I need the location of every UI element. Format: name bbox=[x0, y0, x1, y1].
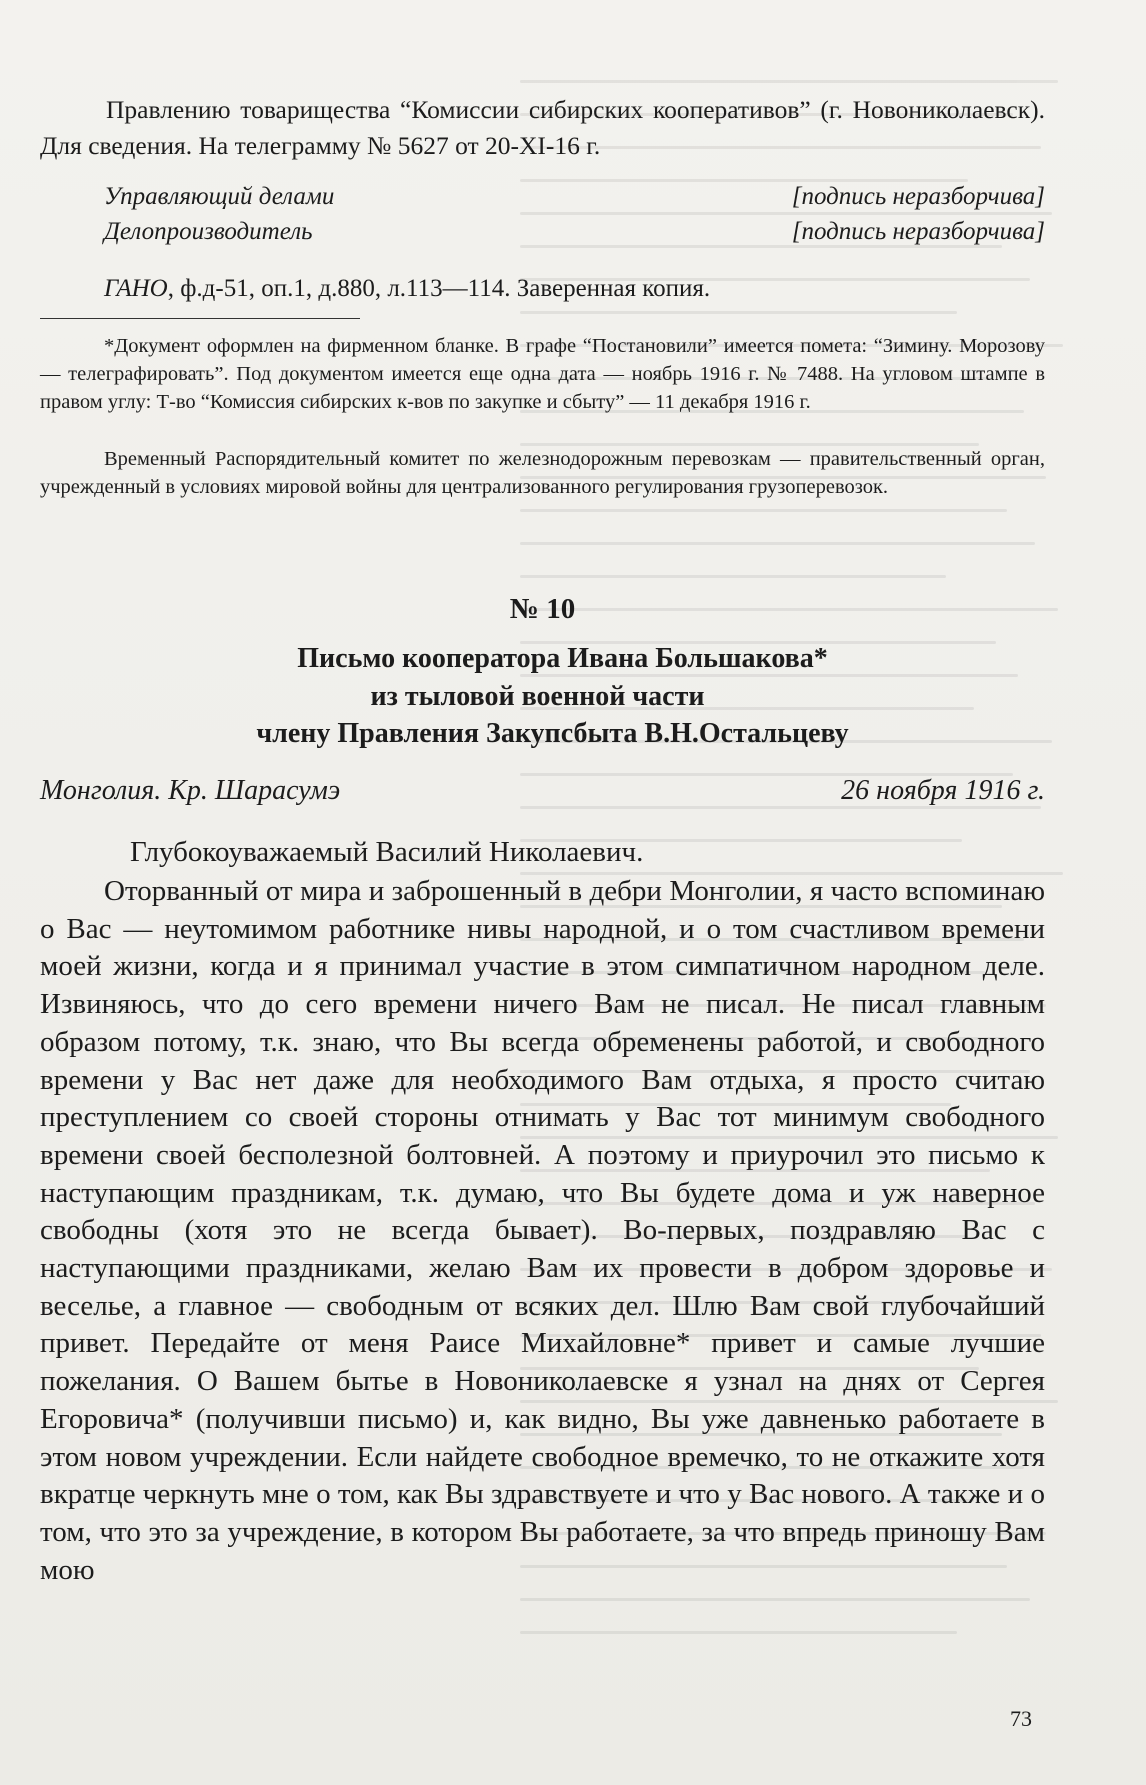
signature-value: [подпись неразборчива] bbox=[791, 218, 1045, 245]
signature-value: [подпись неразборчива] bbox=[791, 183, 1045, 210]
signature-role: Управляющий делами bbox=[104, 183, 335, 210]
signature-role: Делопроизводитель bbox=[104, 218, 313, 245]
place-date-line bbox=[40, 775, 1045, 807]
signature-line-manager bbox=[104, 183, 1045, 211]
letter-place: Монголия. Кр. Шарасумэ bbox=[40, 775, 341, 806]
header-note: Правлению товарищества “Комиссии сибирских кооперативов” (г. Новониколаевск). Для сведения. На телеграмму № 5627 от 20-XI-16 г. bbox=[40, 95, 1045, 160]
page-number: 73 bbox=[1010, 1706, 1032, 1731]
signature-line-clerk bbox=[104, 218, 1045, 246]
document-title-line-2: из тыловой военной части bbox=[370, 681, 705, 712]
footnote-2: Временный Распорядительный комитет по железнодорожным перевозкам — правительственный орган, учрежденный в условиях мировой войны для централизованного регулирования грузоперевозок. bbox=[40, 448, 1045, 498]
document-title-line-1: Письмо кооператора Ивана Большакова* bbox=[297, 643, 828, 674]
document-title-line-3: члену Правления Закупсбыта В.Н.Остальцеву bbox=[256, 718, 849, 749]
footnote-divider bbox=[40, 318, 360, 319]
letter-date: 26 ноября 1916 г. bbox=[841, 775, 1045, 806]
archive-reference bbox=[104, 275, 710, 303]
document-number: № 10 bbox=[509, 593, 576, 625]
archive-ref-text: , ф.д-51, оп.1, д.880, л.113—114. Заверенная копия. bbox=[167, 275, 711, 302]
archive-abbr: ГАНО bbox=[104, 275, 168, 302]
letter-body: Оторванный от мира и заброшенный в дебри Монголии, я часто вспоминаю о Вас — неутомимом работнике нивы народной, и о том счастливом времени моей жизни, когда и я принимал участие в этом симпатичном народном деле. Извиняюсь, что до сего времени ничего Вам не писал. Не писал главным образом потому, т.к. знаю, что Вы всегда обременены работой, и свободного времени у Вас нет даже для необходимого Вам отдыха, я просто считаю преступлением со своей стороны отнимать у Вас тот минимум свободного времени своей бесполезной болтовней. А поэтому и приурочил это письмо к наступающим праздникам, т.к. думаю, что Вы будете дома и уж наверное свободны (хотя это не всегда бывает). Во-первых, поздравляю Вас с наступающими праздниками, желаю Вам их провести в добром здоровье и веселье, а главное — свободным от всяких дел. Шлю Вам свой глубочайший привет. Передайте от меня Раисе Михайловне* привет и самые лучшие пожелания. О Вашем бытье в Новониколаевске я узнал на днях от Сергея Егоровича* (получивши письмо) и, как видно, Вы уже давненько работаете в этом новом учреждении. Если найдете свободное времечко, то не откажите хотя вкратце черкнуть мне о том, как Вы здравствуете и что у Вас нового. А также и о том, что это за учреждение, в котором Вы работаете, за что впредь приношу Вам мою bbox=[40, 875, 1045, 1586]
letter-salutation: Глубокоуважаемый Василий Николаевич. bbox=[130, 836, 644, 868]
footnote-1: *Документ оформлен на фирменном бланке. В графе “Постановили” имеется помета: “Зимину. Морозову — телеграфировать”. Под документом имеется еще одна дата — ноябрь 1916 г. № 7488. На угловом штампе в правом углу: Т-во “Комиссия сибирских к-вов по закупке и сбыту” — 11 декабря 1916 г. bbox=[40, 335, 1045, 413]
